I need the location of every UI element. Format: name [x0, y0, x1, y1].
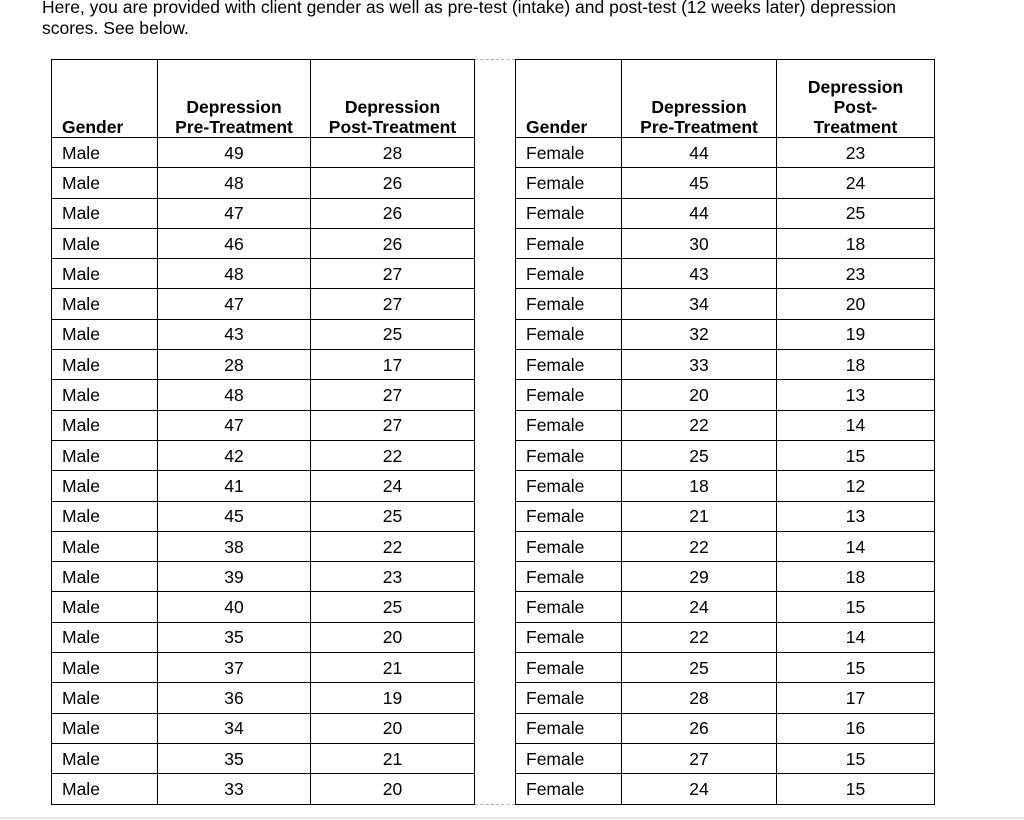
male-gender-cell: Male [52, 683, 158, 713]
intro-line-1: Here, you are provided with client gender as well as pre-test (intake) and post-test (12 weeks later) depression [42, 0, 897, 17]
male-table-row [52, 562, 475, 592]
male-post-score-cell: 25 [311, 592, 475, 622]
male-gender-cell: Male [52, 259, 158, 289]
female-pre-header-line2: Pre-Treatment [640, 117, 758, 137]
female-table-row [516, 683, 935, 713]
female-table-row [516, 289, 935, 319]
female-table-row [516, 592, 935, 622]
male-scores-table [51, 59, 475, 805]
female-table-row [516, 531, 935, 561]
female-table-container [515, 59, 935, 805]
female-pre-header-line1: Depression [651, 97, 747, 117]
female-pre-score-cell: 34 [622, 289, 777, 319]
male-pre-score-cell: 35 [158, 743, 311, 773]
female-post-score-cell: 15 [777, 743, 935, 773]
female-table-row [516, 380, 935, 410]
female-post-score-cell: 14 [777, 531, 935, 561]
male-pre-header-line2: Pre-Treatment [175, 117, 293, 137]
male-gender-cell: Male [52, 743, 158, 773]
male-table-body [52, 138, 475, 805]
female-pre-score-cell: 32 [622, 319, 777, 349]
male-post-score-cell: 27 [311, 289, 475, 319]
female-table-row [516, 471, 935, 501]
female-post-score-cell: 18 [777, 562, 935, 592]
intro-line-2: scores. See below. [42, 18, 189, 38]
female-gender-cell: Female [516, 531, 622, 561]
female-table-header-row [516, 60, 935, 138]
male-table-container [51, 59, 475, 805]
female-gender-cell: Female [516, 622, 622, 652]
male-table-row [52, 319, 475, 349]
male-gender-cell: Male [52, 592, 158, 622]
female-pre-score-cell: 22 [622, 622, 777, 652]
female-gender-header-label: Gender [526, 117, 588, 137]
female-table-row [516, 743, 935, 773]
male-gender-header [52, 60, 158, 138]
male-post-score-cell: 19 [311, 683, 475, 713]
female-post-header-line2: Post- [833, 97, 878, 117]
male-table-row [52, 440, 475, 470]
female-post-score-cell: 15 [777, 440, 935, 470]
male-pre-score-cell: 35 [158, 622, 311, 652]
female-post-score-cell: 12 [777, 471, 935, 501]
male-gender-cell: Male [52, 168, 158, 198]
female-post-score-cell: 17 [777, 683, 935, 713]
male-pre-score-cell: 37 [158, 653, 311, 683]
male-table-row [52, 774, 475, 804]
male-gender-cell: Male [52, 410, 158, 440]
male-table-row [52, 259, 475, 289]
male-pre-score-cell: 40 [158, 592, 311, 622]
male-pre-score-cell: 38 [158, 531, 311, 561]
female-post-score-cell: 20 [777, 289, 935, 319]
male-gender-cell: Male [52, 622, 158, 652]
female-gender-cell: Female [516, 138, 622, 168]
male-gender-cell: Male [52, 653, 158, 683]
male-table-row [52, 531, 475, 561]
female-gender-cell: Female [516, 198, 622, 228]
female-pre-score-cell: 30 [622, 228, 777, 258]
male-table-row [52, 683, 475, 713]
female-pre-score-cell: 28 [622, 683, 777, 713]
male-table-row [52, 198, 475, 228]
male-post-score-cell: 17 [311, 350, 475, 380]
female-pre-score-cell: 25 [622, 440, 777, 470]
female-gender-cell: Female [516, 410, 622, 440]
male-pre-score-cell: 34 [158, 713, 311, 743]
female-pre-score-cell: 26 [622, 713, 777, 743]
female-table-row [516, 350, 935, 380]
male-pre-score-cell: 28 [158, 350, 311, 380]
male-pre-score-cell: 48 [158, 259, 311, 289]
male-table-row [52, 228, 475, 258]
female-pre-score-cell: 24 [622, 774, 777, 804]
female-gender-cell: Female [516, 380, 622, 410]
female-gender-cell: Female [516, 259, 622, 289]
female-post-score-cell: 16 [777, 713, 935, 743]
male-gender-cell: Male [52, 713, 158, 743]
male-table-row [52, 713, 475, 743]
male-post-score-cell: 27 [311, 410, 475, 440]
male-pre-score-cell: 49 [158, 138, 311, 168]
male-gender-cell: Male [52, 562, 158, 592]
male-post-score-cell: 27 [311, 380, 475, 410]
male-pre-score-cell: 36 [158, 683, 311, 713]
female-post-score-cell: 19 [777, 319, 935, 349]
female-post-score-cell: 13 [777, 380, 935, 410]
male-pre-score-cell: 48 [158, 380, 311, 410]
male-post-score-cell: 20 [311, 622, 475, 652]
male-post-score-cell: 26 [311, 168, 475, 198]
male-post-header-line2: Post-Treatment [328, 117, 457, 137]
female-gender-cell: Female [516, 289, 622, 319]
female-pre-score-cell: 43 [622, 259, 777, 289]
female-gender-cell: Female [516, 653, 622, 683]
male-gender-cell: Male [52, 440, 158, 470]
female-table-row [516, 562, 935, 592]
male-gender-cell: Male [52, 501, 158, 531]
male-post-score-cell: 23 [311, 562, 475, 592]
female-gender-cell: Female [516, 471, 622, 501]
male-post-score-cell: 28 [311, 138, 475, 168]
male-pre-score-cell: 33 [158, 774, 311, 804]
female-gender-cell: Female [516, 228, 622, 258]
male-gender-cell: Male [52, 228, 158, 258]
male-table-row [52, 622, 475, 652]
male-gender-cell: Male [52, 319, 158, 349]
female-pre-score-cell: 24 [622, 592, 777, 622]
female-table-row [516, 410, 935, 440]
intro-text [42, 0, 1012, 39]
female-post-score-cell: 15 [777, 774, 935, 804]
female-post-header-line3: Treatment [813, 117, 898, 137]
female-pre-score-cell: 21 [622, 501, 777, 531]
male-pre-score-cell: 48 [158, 168, 311, 198]
male-post-score-cell: 27 [311, 259, 475, 289]
female-pre-header [622, 60, 777, 138]
female-post-score-cell: 18 [777, 228, 935, 258]
male-pre-score-cell: 47 [158, 198, 311, 228]
divider-dashed-top [475, 59, 515, 60]
female-pre-score-cell: 33 [622, 350, 777, 380]
male-post-header-line1: Depression [344, 97, 441, 117]
female-table-row [516, 440, 935, 470]
female-gender-cell: Female [516, 501, 622, 531]
male-table-row [52, 743, 475, 773]
male-pre-score-cell: 41 [158, 471, 311, 501]
male-post-score-cell: 22 [311, 440, 475, 470]
female-post-score-cell: 14 [777, 410, 935, 440]
male-pre-score-cell: 42 [158, 440, 311, 470]
male-table-row [52, 138, 475, 168]
page-bottom-rule [0, 817, 1024, 819]
male-table-row [52, 168, 475, 198]
male-post-score-cell: 24 [311, 471, 475, 501]
female-table-row [516, 198, 935, 228]
female-gender-cell: Female [516, 683, 622, 713]
male-pre-header [158, 60, 311, 138]
female-post-score-cell: 13 [777, 501, 935, 531]
male-gender-cell: Male [52, 380, 158, 410]
male-post-score-cell: 21 [311, 743, 475, 773]
female-gender-cell: Female [516, 440, 622, 470]
female-table-row [516, 774, 935, 804]
male-post-header [311, 60, 475, 138]
male-table-row [52, 471, 475, 501]
female-table-row [516, 228, 935, 258]
female-pre-score-cell: 27 [622, 743, 777, 773]
female-post-score-cell: 24 [777, 168, 935, 198]
female-post-score-cell: 25 [777, 198, 935, 228]
female-gender-cell: Female [516, 592, 622, 622]
female-gender-cell: Female [516, 562, 622, 592]
male-pre-score-cell: 45 [158, 501, 311, 531]
female-table-row [516, 138, 935, 168]
male-pre-score-cell: 43 [158, 319, 311, 349]
male-post-score-cell: 20 [311, 774, 475, 804]
male-pre-score-cell: 47 [158, 410, 311, 440]
male-pre-score-cell: 39 [158, 562, 311, 592]
female-post-score-cell: 23 [777, 259, 935, 289]
male-table-row [52, 592, 475, 622]
male-table-row [52, 653, 475, 683]
female-pre-score-cell: 18 [622, 471, 777, 501]
female-pre-score-cell: 44 [622, 138, 777, 168]
female-pre-score-cell: 22 [622, 531, 777, 561]
female-pre-score-cell: 44 [622, 198, 777, 228]
female-gender-cell: Female [516, 168, 622, 198]
female-pre-score-cell: 25 [622, 653, 777, 683]
female-pre-score-cell: 29 [622, 562, 777, 592]
female-table-row [516, 501, 935, 531]
female-pre-score-cell: 45 [622, 168, 777, 198]
male-gender-header-label: Gender [62, 117, 124, 137]
female-gender-cell: Female [516, 319, 622, 349]
female-pre-score-cell: 20 [622, 380, 777, 410]
male-gender-cell: Male [52, 198, 158, 228]
male-post-score-cell: 26 [311, 198, 475, 228]
female-table-row [516, 713, 935, 743]
female-table-row [516, 168, 935, 198]
male-post-score-cell: 22 [311, 531, 475, 561]
male-table-header-row [52, 60, 475, 138]
male-post-score-cell: 20 [311, 713, 475, 743]
male-gender-cell: Male [52, 138, 158, 168]
male-gender-cell: Male [52, 471, 158, 501]
female-table-row [516, 259, 935, 289]
male-post-score-cell: 26 [311, 228, 475, 258]
male-table-row [52, 380, 475, 410]
female-post-header-line1: Depression [807, 77, 904, 97]
female-table-row [516, 653, 935, 683]
female-post-score-cell: 14 [777, 622, 935, 652]
female-post-score-cell: 15 [777, 592, 935, 622]
divider-dashed-bottom [475, 804, 515, 805]
male-gender-cell: Male [52, 350, 158, 380]
female-post-header [777, 60, 935, 138]
female-table-body [516, 138, 935, 805]
female-table-row [516, 319, 935, 349]
female-gender-cell: Female [516, 743, 622, 773]
male-post-score-cell: 21 [311, 653, 475, 683]
male-gender-cell: Male [52, 531, 158, 561]
female-scores-table [515, 59, 935, 805]
male-gender-cell: Male [52, 289, 158, 319]
male-pre-header-line1: Depression [186, 97, 282, 117]
male-table-row [52, 501, 475, 531]
female-table-row [516, 622, 935, 652]
female-post-score-cell: 15 [777, 653, 935, 683]
male-table-row [52, 350, 475, 380]
male-pre-score-cell: 46 [158, 228, 311, 258]
female-post-score-cell: 18 [777, 350, 935, 380]
female-gender-header [516, 60, 622, 138]
male-post-score-cell: 25 [311, 501, 475, 531]
female-gender-cell: Female [516, 713, 622, 743]
female-gender-cell: Female [516, 350, 622, 380]
female-gender-cell: Female [516, 774, 622, 804]
male-pre-score-cell: 47 [158, 289, 311, 319]
male-post-score-cell: 25 [311, 319, 475, 349]
female-post-score-cell: 23 [777, 138, 935, 168]
male-gender-cell: Male [52, 774, 158, 804]
female-pre-score-cell: 22 [622, 410, 777, 440]
male-table-row [52, 410, 475, 440]
male-table-row [52, 289, 475, 319]
